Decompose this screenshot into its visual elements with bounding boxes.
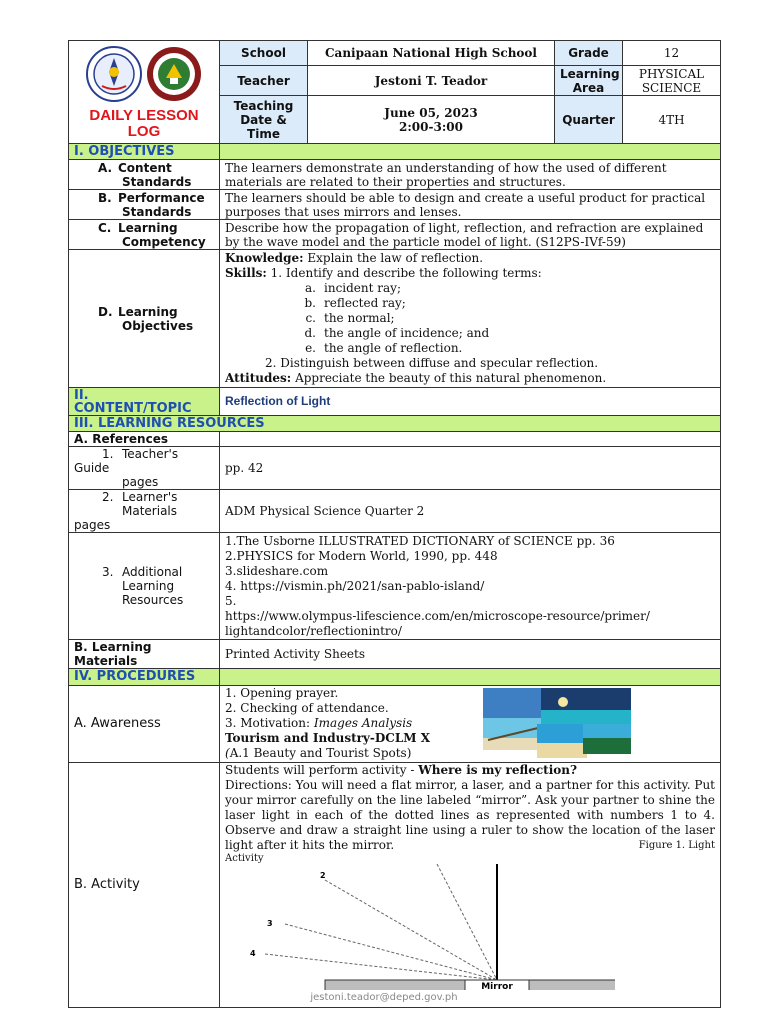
teachers-guide-text: pp. 42 <box>220 447 721 490</box>
ray-3 <box>285 924 497 980</box>
school-name: Canipaan National High School <box>308 41 555 66</box>
content-standards-label: A. Content Standards <box>69 160 220 190</box>
date-time-value: June 05, 2023 2:00-3:00 <box>308 96 555 144</box>
learning-competency-text: Describe how the propagation of light, reflection, and refraction are explained by the wave model and the particle model of light. (S12PS-IVf-59) <box>220 220 721 250</box>
activity-directions: Directions: You will need a flat mirror, a laser, and a partner for this activity. Put your mirror carefully on the line labeled “mirror”. Ask your partner to shine the laser light in each of the dotted lines as represented with numbers 1 to 4. Observe and draw a straight line using a ruler to show the location of the laser light after it hits the mirror. <box>225 778 715 852</box>
performance-standards-text: The learners should be able to design and create a useful product for practical purposes that uses mirrors and lenses. <box>220 190 721 220</box>
resources-heading: III. LEARNING RESOURCES <box>69 416 721 432</box>
term-item: a. incident ray; <box>305 281 401 295</box>
mirror-label: Mirror <box>481 982 513 990</box>
procedures-heading: IV. PROCEDURES <box>69 669 220 686</box>
ray-2 <box>325 880 497 980</box>
learning-objectives-text: Knowledge: Explain the law of reflection. Skills: 1. Identify and describe the following terms: a. incident ray; b. reflected ray; c. the normal; d. the angle of incidence; and e. the angle of reflection. 2. Distinguish between diffuse and specular reflection. Attitudes: Appreciate the beauty of this natural phenomenon. <box>220 250 721 388</box>
ray-label-2: 2 <box>320 871 326 880</box>
school-seal-icon <box>146 46 202 102</box>
objectives-heading: I. OBJECTIVES <box>69 144 220 160</box>
awareness-label: A. Awareness <box>69 686 220 763</box>
learners-materials-text: ADM Physical Science Quarter 2 <box>220 490 721 533</box>
additional-resources-list <box>220 533 721 640</box>
additional-resources-label: 3. Additional Learning Resources <box>69 533 220 640</box>
learning-area-label: Learning Area <box>555 66 623 96</box>
school-label: School <box>220 41 308 66</box>
date-label: Teaching Date & Time <box>220 96 308 144</box>
teachers-guide-label: 1. Teacher's Guide pages <box>69 447 220 490</box>
footer-email: jestoni.teador@deped.gov.ph <box>310 992 458 1003</box>
ray-label-3: 3 <box>267 919 273 928</box>
terms-list <box>225 281 715 356</box>
resource-line: 3.slideshare.com <box>225 563 329 578</box>
quarter-value: 4TH <box>623 96 721 144</box>
activity-cell: Students will perform activity - Where is my reflection? Directions: You will need a flat mirror, a laser, and a partner for this activity. Put your mirror carefully on the line labeled “mirror”. Ask your partner to shine the laser light in each of the dotted lines as represented with numbers 1 to 4. Observe and draw a straight line using a ruler to show the location of the laser light after it hits the mirror. Figure 1. Light Activity 2 3 4 Mirror <box>220 763 721 1008</box>
teacher-label: Teacher <box>220 66 308 96</box>
content-heading: II. CONTENT/TOPIC <box>69 388 220 416</box>
term-item: e. the angle of reflection. <box>305 341 463 355</box>
lesson-log-table <box>68 40 721 1008</box>
resource-line: https://www.olympus-lifescience.com/en/microscope-resource/primer/ <box>225 608 650 623</box>
ray-label-4: 4 <box>250 949 256 958</box>
grade-value: 12 <box>623 41 721 66</box>
term-item: d. the angle of incidence; and <box>304 326 490 340</box>
teacher-name: Jestoni T. Teador <box>308 66 555 96</box>
tourist-spots-photo <box>483 688 631 758</box>
awareness-cell: 1. Opening prayer. 2. Checking of attendance. 3. Motivation: Images Analysis Tourism and Industry-DCLM X (A.1 Beauty and Tourist Spots) <box>220 686 721 763</box>
term-item: c. the normal; <box>305 311 395 325</box>
quarter-label: Quarter <box>555 96 623 144</box>
document-title: DAILY LESSON LOG <box>89 107 199 140</box>
content-standards-text: The learners demonstrate an understanding of how the used of different materials are related to their properties and structures. <box>220 160 721 190</box>
learners-materials-label: 2. Learner's Materials pages <box>69 490 220 533</box>
learning-area-value: PHYSICAL SCIENCE <box>623 66 721 96</box>
grade-label: Grade <box>555 41 623 66</box>
light-activity-diagram <box>225 862 615 990</box>
learning-competency-label: C. Learning Competency <box>69 220 220 250</box>
learning-objectives-label: D. Learning Objectives <box>69 250 220 388</box>
deped-seal-icon <box>86 46 142 102</box>
learning-materials-text: Printed Activity Sheets <box>220 640 721 669</box>
figure-caption-2: Activity <box>225 853 264 864</box>
learning-materials-label: B. Learning Materials <box>69 640 220 669</box>
references-label: A. References <box>69 432 220 447</box>
title-cell <box>69 41 220 144</box>
figure-caption: Figure 1. Light <box>638 840 715 851</box>
activity-label: B. Activity <box>69 763 220 1008</box>
term-item: b. reflected ray; <box>304 296 406 310</box>
topic-text: Reflection of Light <box>225 394 331 408</box>
resource-line: lightandcolor/reflectionintro/ <box>225 623 402 638</box>
ray-1 <box>437 864 497 980</box>
resource-line: 5. <box>225 593 237 608</box>
performance-standards-label: B. Performance Standards <box>69 190 220 220</box>
resource-line: 2.PHYSICS for Modern World, 1990, pp. 448 <box>225 548 498 563</box>
resource-line: 1.The Usborne ILLUSTRATED DICTIONARY of SCIENCE pp. 36 <box>225 533 615 548</box>
ray-4 <box>265 954 497 980</box>
resource-line: 4. https://vismin.ph/2021/san-pablo-island/ <box>225 578 485 593</box>
